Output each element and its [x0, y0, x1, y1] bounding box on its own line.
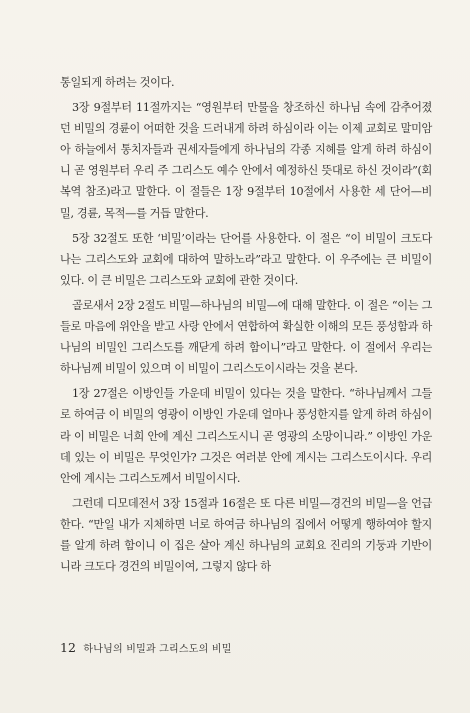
body-text	[60, 72, 432, 577]
paragraph-ephesians-3: 3장 9절부터 11절까지는 “영원부터 만물을 창조하신 하나님 속에 감추어졌던 비밀의 경륜이 어떠한 것을 드러내게 하려 하심이라 이는 이제 교회로 말미암아 하늘에서 통치자들과 권세자들에게 하나님의 각종 지혜를 알게 하려 하심이니 곧 영원부터 우리 주 그리스도 예수 안에서 예정하신 뜻대로 하신 것이라”(회복역 참조)라고 말한다. 이 절들은 1장 9절부터 10절에서 사용한 세 단어—비밀, 경륜, 목적—를 거듭 말한다.	[60, 101, 432, 220]
running-title: 하나님의 비밀과 그리스도의 비밀	[83, 644, 232, 655]
page-number: 12	[60, 640, 76, 655]
page-footer	[60, 640, 232, 655]
paragraph-timothy-3: 그런데 디모데전서 3장 15절과 16절은 또 다른 비밀—경건의 비밀—을 언급한다. “만일 내가 지체하면 너로 하여금 하나님의 집에서 어떻게 행하여야 할지를 알게 하려 함이니 이 집은 살아 계신 하나님의 교회요 진리의 기둥과 기반이니라 크도다 경건의 비밀이여, 그렇지 않다 하	[60, 496, 432, 574]
paragraph-colossians-1: 1장 27절은 이방인들 가운데 비밀이 있다는 것을 말한다. “하나님께서 그들로 하여금 이 비밀의 영광이 이방인 가운데 얼마나 풍성한지를 알게 하려 하심이라 이 비밀은 너희 안에 계신 그리스도시니 곧 영광의 소망이니라.” 이방인 가운데 있는 이 비밀은 무엇인가? 그것은 여러분 안에 계시는 그리스도이시다. 우리 안에 계시는 그리스도께서 비밀이시다.	[60, 387, 432, 485]
paragraph-continuation: 통일되게 하려는 것이다.	[60, 76, 175, 89]
paragraph-ephesians-5: 5장 32절도 또한 ‘비밀’이라는 단어를 사용한다. 이 절은 “이 비밀이 크도다 나는 그리스도와 교회에 대하여 말하노라”라고 말한다. 이 우주에는 큰 비밀이 있다. 이 큰 비밀은 그리스도와 교회에 관한 것이다.	[60, 231, 432, 287]
paragraph-colossians-2: 골로새서 2장 2절도 비밀—하나님의 비밀—에 대해 말한다. 이 절은 “이는 그들로 마음에 위안을 받고 사랑 안에서 연합하여 확실한 이해의 모든 풍성함과 하나님의 비밀인 그리스도를 깨닫게 하려 함이니”라고 말한다. 이 절에서 우리는 하나님께 비밀이 있으며 이 비밀이 그리스도이시라는 것을 본다.	[60, 298, 432, 376]
